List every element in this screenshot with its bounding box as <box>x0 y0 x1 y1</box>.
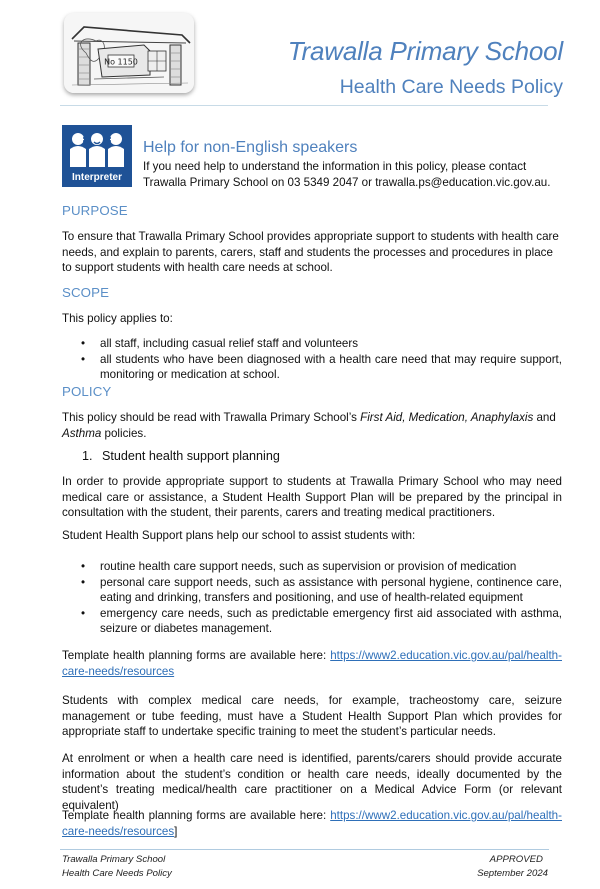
svg-text:No 1150: No 1150 <box>104 57 138 67</box>
footer-left <box>62 853 172 881</box>
policy-intro: This policy should be read with Trawalla Primary School’s First Aid, Medication, Anaphylaxis and Asthma policies. <box>62 411 556 440</box>
template-forms-paragraph-2: Template health planning forms are available here: https://www2.education.vic.gov.au/pal/health-care-needs/resources] <box>62 809 562 838</box>
interpreter-people-icon <box>62 127 132 173</box>
bullet-icon: • <box>81 352 86 366</box>
template-forms-paragraph-1: Template health planning forms are available here: https://www2.education.vic.gov.au/pal/health-care-needs/resources <box>62 649 562 678</box>
scope-list <box>62 336 562 383</box>
footer-right <box>477 853 548 881</box>
list-item: • personal care support needs, such as assistance with personal hygiene, continence care, eating and drinking, transfers and positioning, and use of health-related equipment <box>81 575 562 604</box>
list-item: • emergency care needs, such as predictable emergency first aid associated with asthma, seizure or diabetes management. <box>81 606 562 635</box>
list-item: • all staff, including casual relief staff and volunteers <box>81 337 359 350</box>
purpose-text: To ensure that Trawalla Primary School provides appropriate support to students with health care needs, and explain to parents, carers, staff and students the processes and procedures in place to support students with health care needs at school. <box>62 230 559 274</box>
support-needs-list <box>62 559 562 637</box>
header-divider <box>60 105 548 106</box>
school-building-sketch-icon <box>64 13 194 93</box>
school-title: Trawalla Primary School <box>287 36 563 66</box>
policy-heading: POLICY <box>62 384 112 399</box>
scope-intro: This policy applies to: <box>62 312 173 325</box>
template-forms-link-2[interactable]: https://www2.education.vic.gov.au/pal/health-care-needs/resources <box>62 809 562 838</box>
enrolment-paragraph: At enrolment or when a health care need is identified, parents/carers should provide accurate information about the student’s condition or health care needs, ideally documented by the student’s treating medical/health care practitioner on a Medical Advice Form (or relevant equivalent) <box>62 752 562 812</box>
template-forms-link-1[interactable]: https://www2.education.vic.gov.au/pal/health-care-needs/resources <box>62 649 562 678</box>
interpreter-icon <box>62 125 132 187</box>
scope-heading: SCOPE <box>62 285 110 300</box>
policy-title: Health Care Needs Policy <box>339 76 563 98</box>
subsection-heading: 1. Student health support planning <box>82 449 280 463</box>
support-plan-paragraph: In order to provide appropriate support to students at Trawalla Primary School who may need medical care or assistance, a Student Health Support Plan will be prepared by the principal in consultation with the student, their parents, carers and treating medical practitioners. <box>62 475 562 519</box>
bullet-icon: • <box>81 575 86 589</box>
footer-policy-name: Health Care Needs Policy <box>62 868 172 879</box>
list-item: • all students who have been diagnosed with a health care need that may require support, monitoring or medication at school. <box>81 352 562 381</box>
footer-date: September 2024 <box>477 868 548 879</box>
bullet-icon: • <box>81 560 86 573</box>
help-text: If you need help to understand the information in this policy, please contact Trawalla Primary School on 03 5349 2047 or trawalla.ps@education.vic.gov.au. <box>143 160 551 189</box>
footer-school-name: Trawalla Primary School <box>62 854 166 865</box>
bullet-icon: • <box>81 337 86 350</box>
purpose-heading: PURPOSE <box>62 203 128 218</box>
school-logo <box>64 13 194 93</box>
complex-needs-paragraph: Students with complex medical care needs, for example, tracheostomy care, seizure management or tube feeding, must have a Student Health Support Plan which provides for appropriate staff to undertake specific training to meet the student’s particular needs. <box>62 694 562 738</box>
list-item: • routine health care support needs, such as supervision or provision of medication <box>81 560 517 573</box>
support-plan-intro: Student Health Support plans help our school to assist students with: <box>62 529 416 542</box>
help-heading: Help for non-English speakers <box>143 139 358 156</box>
bullet-icon: • <box>81 606 86 620</box>
footer-divider <box>60 849 549 850</box>
interpreter-label: Interpreter <box>71 172 122 183</box>
footer-status: APPROVED <box>489 854 543 865</box>
